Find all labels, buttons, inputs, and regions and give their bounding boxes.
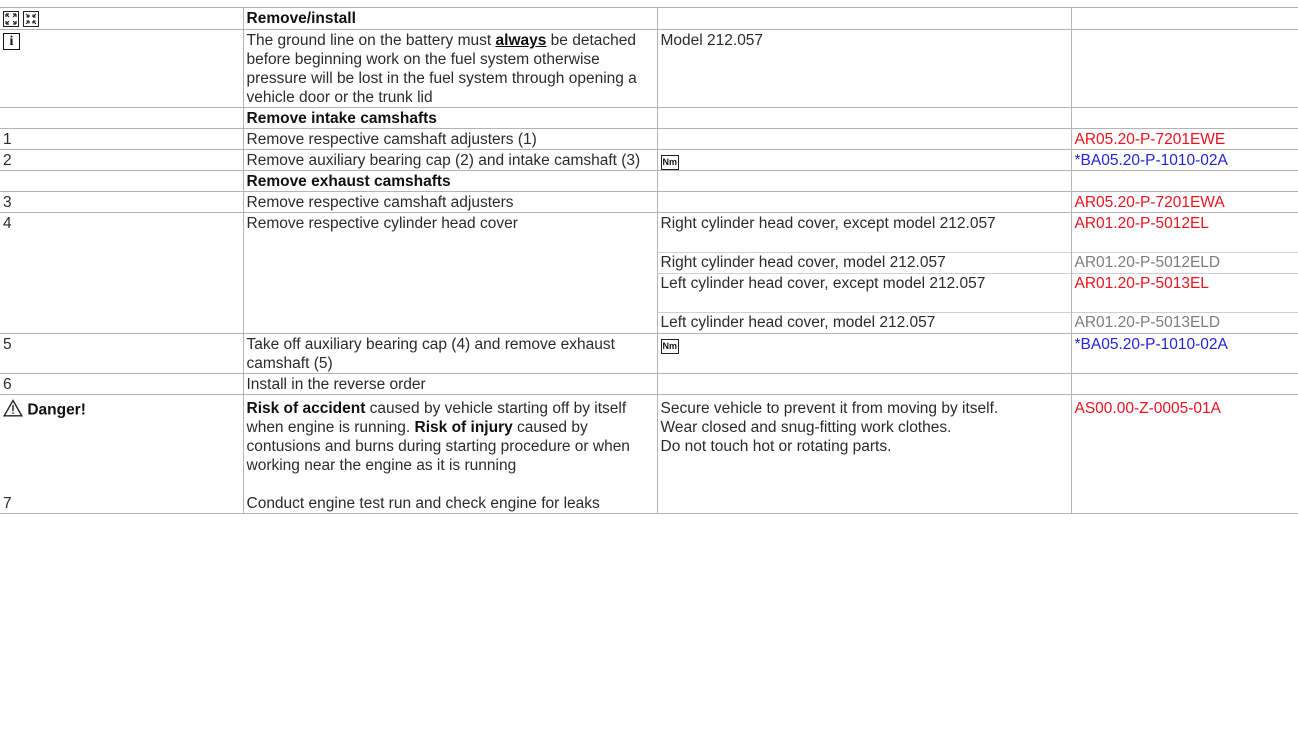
reference-link[interactable]: AR01.20-P-5012ELD (1072, 252, 1298, 273)
section-title: Remove intake camshafts (246, 110, 437, 127)
danger-row (0, 395, 1298, 514)
expand-arrows-icon[interactable] (3, 11, 19, 27)
procedure-table (0, 7, 1298, 514)
torque-nm-icon[interactable]: Nm (661, 339, 680, 354)
step-text: Remove respective camshaft adjusters (1) (243, 129, 657, 150)
variant-description: Right cylinder head cover, except model 212.057 (660, 215, 996, 232)
step-row (0, 129, 1298, 150)
variant-description: Right cylinder head cover, model 212.057 (658, 252, 1071, 273)
reference-link[interactable]: AR05.20-P-7201EWE (1071, 129, 1298, 150)
step-text: Remove respective cylinder head cover (243, 213, 657, 334)
note-emphasis: always (495, 32, 547, 49)
step-number: 1 (0, 129, 243, 150)
step-number: 7 (3, 495, 12, 512)
step-text: Take off auxiliary bearing cap (4) and remove exhaust camshaft (5) (243, 334, 657, 374)
header-row (0, 8, 1298, 30)
step-row (0, 192, 1298, 213)
reference-link[interactable]: *BA05.20-P-1010-02A (1071, 150, 1298, 171)
info-icon: i (3, 33, 20, 50)
section-title: Remove exhaust camshafts (246, 173, 451, 190)
step-row (0, 213, 1298, 334)
section-row (0, 108, 1298, 129)
reference-link[interactable]: AR01.20-P-5013EL (1072, 273, 1298, 312)
note-row (0, 30, 1298, 108)
safety-measure: Wear closed and snug-fitting work clothes. (660, 419, 952, 436)
reference-link[interactable]: AR05.20-P-7201EWA (1071, 192, 1298, 213)
step-number: 6 (0, 374, 243, 395)
step-number: 4 (0, 213, 243, 334)
section-title: Remove/install (246, 10, 356, 27)
reference-link[interactable]: AR01.20-P-5012EL (1074, 215, 1209, 232)
reference-link[interactable]: *BA05.20-P-1010-02A (1071, 334, 1298, 374)
step-text: Install in the reverse order (243, 374, 657, 395)
step-number: 2 (0, 150, 243, 171)
variant-description: Left cylinder head cover, model 212.057 (658, 312, 1071, 333)
section-row (0, 171, 1298, 192)
reference-link[interactable]: AS00.00-Z-0005-01A (1074, 400, 1221, 417)
step-number: 3 (0, 192, 243, 213)
step-row (0, 150, 1298, 171)
step-row (0, 374, 1298, 395)
reference-link[interactable]: AR01.20-P-5013ELD (1072, 312, 1298, 333)
variant-description: Left cylinder head cover, except model 212.057 (658, 273, 1071, 312)
step-row (0, 334, 1298, 374)
note-applies: Model 212.057 (657, 30, 1071, 108)
step-text: Remove auxiliary bearing cap (2) and intake camshaft (3) (243, 150, 657, 171)
safety-measure: Secure vehicle to prevent it from moving by itself. (660, 400, 999, 417)
torque-nm-icon[interactable]: Nm (661, 155, 680, 170)
danger-text: Risk of accident caused by vehicle starting off by itself when engine is running. Risk of injury caused by contusions and burns during starting procedure or when working near the engine as it is running (246, 400, 630, 474)
danger-label: Danger! (27, 401, 86, 419)
step-text: Conduct engine test run and check engine for leaks (246, 495, 600, 512)
collapse-arrows-icon[interactable] (23, 11, 39, 27)
note-text: The ground line on the battery must always be detached before beginning work on the fuel system otherwise pressure will be lost in the fuel system through opening a vehicle door or the trunk lid (246, 32, 637, 106)
warning-triangle-icon (3, 399, 23, 422)
step-number: 5 (0, 334, 243, 374)
step-text: Remove respective camshaft adjusters (243, 192, 657, 213)
safety-measure: Do not touch hot or rotating parts. (660, 438, 892, 455)
